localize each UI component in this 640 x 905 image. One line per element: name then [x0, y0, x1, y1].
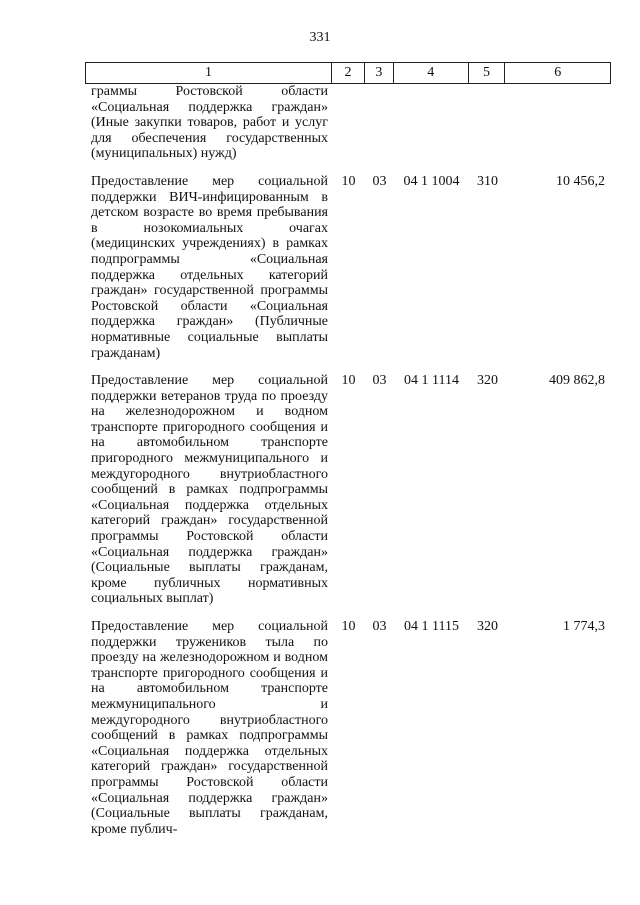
row-section: [332, 84, 365, 162]
row-subsection: [365, 84, 394, 162]
header-col-5: 5: [469, 63, 506, 83]
row-target-code: 04 1 1114: [404, 373, 459, 389]
row-amount: 1 774,3: [563, 619, 605, 634]
row-description: Предоставление мер социальной поддержки тружеников тыла по проезду на железнодорожном и водном транспорте пригородного сообщения и на автомобильном транспорте межмуниципального и междугородного внутриобластного сообщений в рамках подпрограммы «Социальная поддержка отдельных категорий граждан» государственной программы Ростовской области «Социальная поддержка граждан» (Социальные выплаты гражданам, кроме публич-: [91, 619, 328, 837]
row-amount: [506, 84, 611, 162]
row-target-code: [394, 84, 469, 162]
header-col-2: 2: [332, 63, 365, 83]
table-row: [85, 174, 611, 361]
row-expense-type: 320: [477, 619, 498, 634]
row-section: 10: [341, 373, 356, 389]
row-section: 10: [341, 173, 356, 189]
row-target-code: 04 1 1004: [403, 173, 460, 189]
row-subsection: 03: [372, 373, 387, 389]
row-section: 10: [341, 619, 356, 634]
header-col-3: 3: [365, 63, 394, 83]
row-expense-type: 320: [477, 373, 498, 389]
header-col-6: 6: [554, 65, 562, 80]
table-row: [85, 373, 611, 607]
table-header: [85, 62, 611, 84]
row-target-code: 04 1 1115: [404, 619, 459, 634]
row-amount: 409 862,8: [549, 373, 605, 389]
row-subsection: 03: [372, 619, 387, 634]
row-description: граммы Ростовской области «Социальная поддержка граждан» (Иные закупки товаров, работ и услуг для обеспечения государственных (муниципальных) нужд): [91, 84, 328, 162]
table-row: [85, 84, 611, 162]
table-body: [85, 84, 611, 837]
header-col-4: 4: [394, 63, 469, 83]
row-expense-type: 310: [477, 173, 498, 189]
header-col-1: 1: [86, 63, 332, 83]
row-expense-type: [469, 84, 506, 162]
row-amount: 10 456,2: [556, 173, 605, 189]
page-number: 331: [309, 30, 331, 45]
row-subsection: 03: [372, 173, 387, 189]
table-row: [85, 619, 611, 837]
row-description: Предоставление мер социальной поддержки ветеранов труда по проезду на железнодорожном и водном транспорте пригородного сообщения и на автомобильном транспорте пригородного межмуниципального и междугородного внутриобластного сообщений в рамках подпрограммы «Социальная поддержка отдельных категорий граждан» государственной программы Ростовской области «Социальная поддержка граждан» (Социальные выплаты гражданам, кроме публичных нормативных социальных выплат): [91, 373, 328, 607]
row-description: Предоставление мер социальной поддержки ВИЧ-инфицированным в детском возрасте во время пребывания в нозокомиальных очагах (медицинских учреждениях) в рамках подпрограммы «Социальная поддержка отдельных категорий граждан» государственной программы Ростовской области «Социальная поддержка граждан» (Публичные нормативные социальные выплаты гражданам): [91, 173, 328, 361]
